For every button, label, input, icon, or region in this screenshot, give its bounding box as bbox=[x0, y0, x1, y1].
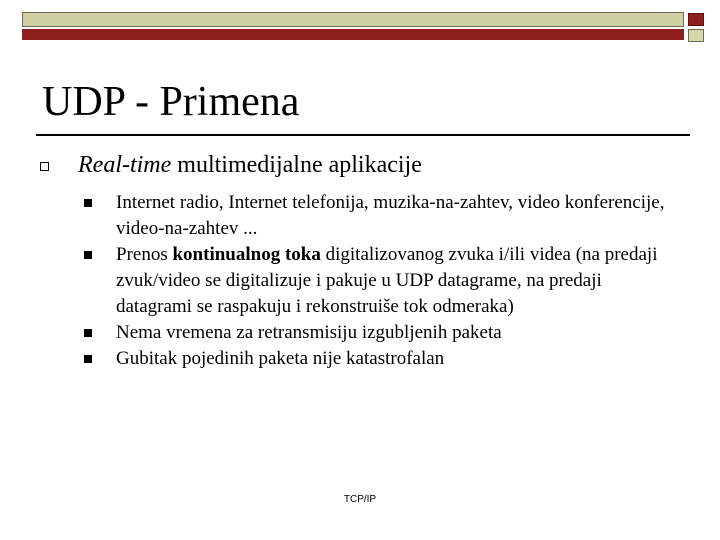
filled-square-bullet-icon bbox=[84, 329, 92, 337]
sub-bullet-post: digitalizovanog zvuka i/ili videa (na predaji zvuk/video se digitalizuje i pakuje u UDP datagrame, na predaji datagrami se raspakuju i rekonstruiše tok odmeraka) bbox=[116, 244, 658, 317]
list-item bbox=[82, 190, 682, 242]
filled-square-bullet-icon bbox=[84, 251, 92, 259]
header-decor-stripe bbox=[22, 29, 684, 40]
slide-footer: TCP/IP bbox=[343, 494, 377, 505]
main-bullet-text bbox=[78, 149, 422, 181]
sub-bullet-bold: kontinualnog toka bbox=[172, 244, 321, 265]
list-item bbox=[82, 242, 682, 320]
title-underline bbox=[36, 134, 690, 136]
main-bullet-italic: Real-time bbox=[78, 152, 172, 178]
sub-bullet-text: Nema vremena za retransmisiju izgubljenih paketa bbox=[116, 322, 502, 343]
sub-bullet-list bbox=[82, 190, 682, 372]
list-item bbox=[82, 346, 682, 372]
sub-bullet-text bbox=[116, 244, 657, 317]
header-decor-bar bbox=[22, 12, 684, 27]
main-bullet-rest: multimedijalne aplikacije bbox=[171, 152, 422, 178]
corner-square-red-icon bbox=[688, 13, 704, 26]
corner-square-tan-icon bbox=[688, 29, 704, 42]
filled-square-bullet-icon bbox=[84, 199, 92, 207]
sub-bullet-pre: Prenos bbox=[116, 244, 173, 265]
slide-title: UDP - Primena bbox=[42, 79, 300, 125]
sub-bullet-text: Gubitak pojedinih paketa nije katastrofalan bbox=[116, 348, 445, 369]
filled-square-bullet-icon bbox=[84, 355, 92, 363]
sub-bullet-text: Internet radio, Internet telefonija, muzika-na-zahtev, video konferencije, video-na-zahtev ... bbox=[116, 192, 665, 239]
hollow-square-bullet-icon bbox=[40, 162, 49, 171]
list-item bbox=[82, 320, 682, 346]
